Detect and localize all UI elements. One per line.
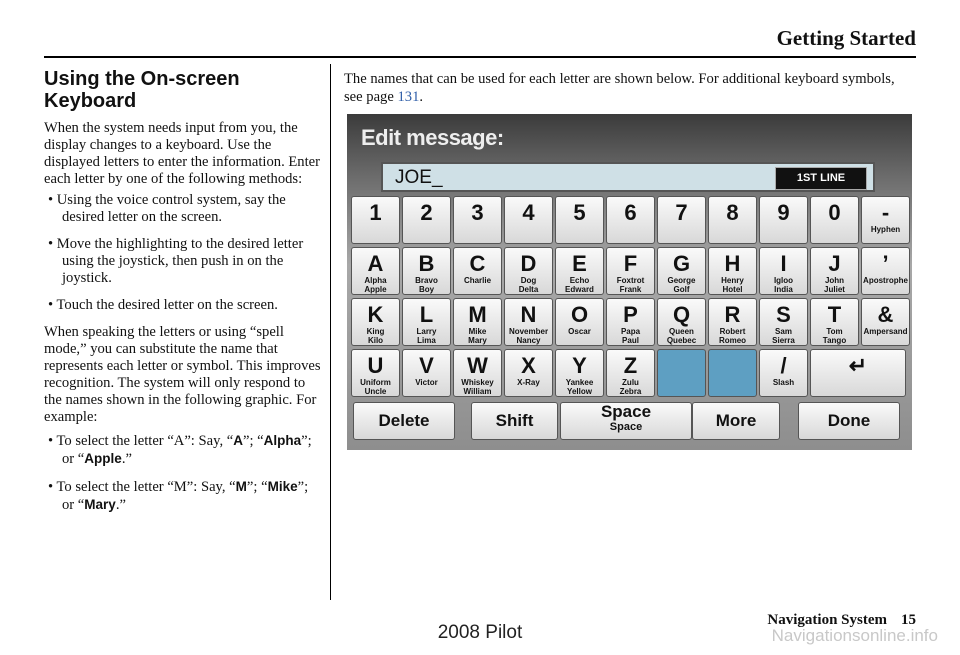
key[interactable]: D Dog Delta — [504, 247, 553, 295]
intro-paragraph: When the system needs input from you, the display changes to a keyboard. Use the displayed letters to enter the information. Enter each letter by one of the following methods: — [44, 120, 320, 187]
key[interactable]: J John Juliet — [810, 247, 859, 295]
key[interactable]: R Robert Romeo — [708, 298, 757, 346]
left-column — [44, 68, 322, 524]
key[interactable]: P Papa Paul — [606, 298, 655, 346]
message-text: JOE_ — [395, 167, 443, 188]
key[interactable]: U Uniform Uncle — [351, 349, 400, 397]
key[interactable]: L Larry Lima — [402, 298, 451, 346]
delete-button[interactable]: Delete — [353, 402, 455, 440]
key[interactable]: 8 — [708, 196, 757, 244]
shift-button[interactable]: Shift — [471, 402, 558, 440]
line-button[interactable]: 1ST LINE — [775, 167, 867, 190]
key[interactable]: 6 — [606, 196, 655, 244]
done-button[interactable]: Done — [798, 402, 900, 440]
watermark: 2008 Pilot Navigationsonline.info — [437, 622, 938, 645]
key[interactable]: I Igloo India — [759, 247, 808, 295]
key[interactable]: 7 — [657, 196, 706, 244]
blank-key[interactable] — [708, 349, 757, 397]
key[interactable]: / Slash — [759, 349, 808, 397]
key[interactable]: 4 — [504, 196, 553, 244]
key[interactable]: 0 — [810, 196, 859, 244]
screen-title: Edit message: — [361, 125, 504, 150]
example-list — [44, 432, 322, 514]
key[interactable]: 2 — [402, 196, 451, 244]
key[interactable]: N November Nancy — [504, 298, 553, 346]
watermark-source: Navigationsonline.info — [771, 626, 938, 645]
page-title: Getting Started — [776, 26, 916, 50]
key[interactable]: & Ampersand — [861, 298, 910, 346]
list-item: • Using the voice control system, say the desired letter on the screen. — [48, 192, 286, 225]
key[interactable]: X X-Ray — [504, 349, 553, 397]
column-divider — [330, 64, 331, 600]
key[interactable]: 5 — [555, 196, 604, 244]
method-list — [44, 192, 322, 314]
key[interactable]: A Alpha Apple — [351, 247, 400, 295]
key[interactable]: C Charlie — [453, 247, 502, 295]
key[interactable]: E Echo Edward — [555, 247, 604, 295]
key[interactable]: H Henry Hotel — [708, 247, 757, 295]
blank-key[interactable] — [657, 349, 706, 397]
key[interactable]: - Hyphen — [861, 196, 910, 244]
section-heading: Using the On-screen Keyboard — [44, 68, 240, 112]
page-link[interactable]: 131 — [397, 89, 420, 105]
key[interactable]: K King Kilo — [351, 298, 400, 346]
key[interactable]: Y Yankee Yellow — [555, 349, 604, 397]
header-rule — [44, 56, 916, 58]
key[interactable]: ’ Apostrophe — [861, 247, 910, 295]
enter-key[interactable]: ↵ — [810, 349, 906, 397]
key[interactable]: F Foxtrot Frank — [606, 247, 655, 295]
key[interactable]: W Whiskey William — [453, 349, 502, 397]
message-field[interactable] — [381, 162, 875, 192]
more-button[interactable]: More — [692, 402, 780, 440]
space-button[interactable]: Space Space — [560, 402, 692, 440]
key[interactable]: G George Golf — [657, 247, 706, 295]
key[interactable]: 1 — [351, 196, 400, 244]
example-a: • To select the letter “A”: Say, “A”; “Alpha”; or “Apple.” — [48, 433, 312, 467]
list-item: • Move the highlighting to the desired letter using the joystick, then push in on the joystick. — [48, 236, 304, 286]
key[interactable]: O Oscar — [555, 298, 604, 346]
key[interactable]: M Mike Mary — [453, 298, 502, 346]
key[interactable]: Q Queen Quebec — [657, 298, 706, 346]
key[interactable]: 3 — [453, 196, 502, 244]
example-m: • To select the letter “M”: Say, “M”; “Mike”; or “Mary.” — [48, 479, 309, 513]
list-item: • Touch the desired letter on the screen. — [48, 297, 278, 313]
keyboard-intro: The names that can be used for each letter are shown below. For additional keyboard symbols, see page 131. — [344, 71, 895, 105]
spell-mode-paragraph: When speaking the letters or using “spell mode,” you can substitute the name that represents each letter or symbol. This improves recognition. The system will only respond to the names shown in the following graphic. For example: — [44, 324, 321, 425]
key[interactable]: 9 — [759, 196, 808, 244]
key[interactable]: T Tom Tango — [810, 298, 859, 346]
key[interactable]: S Sam Sierra — [759, 298, 808, 346]
key[interactable]: Z Zulu Zebra — [606, 349, 655, 397]
key[interactable]: V Victor — [402, 349, 451, 397]
key[interactable]: B Bravo Boy — [402, 247, 451, 295]
page-number: 15 — [901, 612, 916, 628]
keyboard-screen — [347, 114, 912, 450]
footer: Navigation System 15 — [767, 612, 916, 628]
